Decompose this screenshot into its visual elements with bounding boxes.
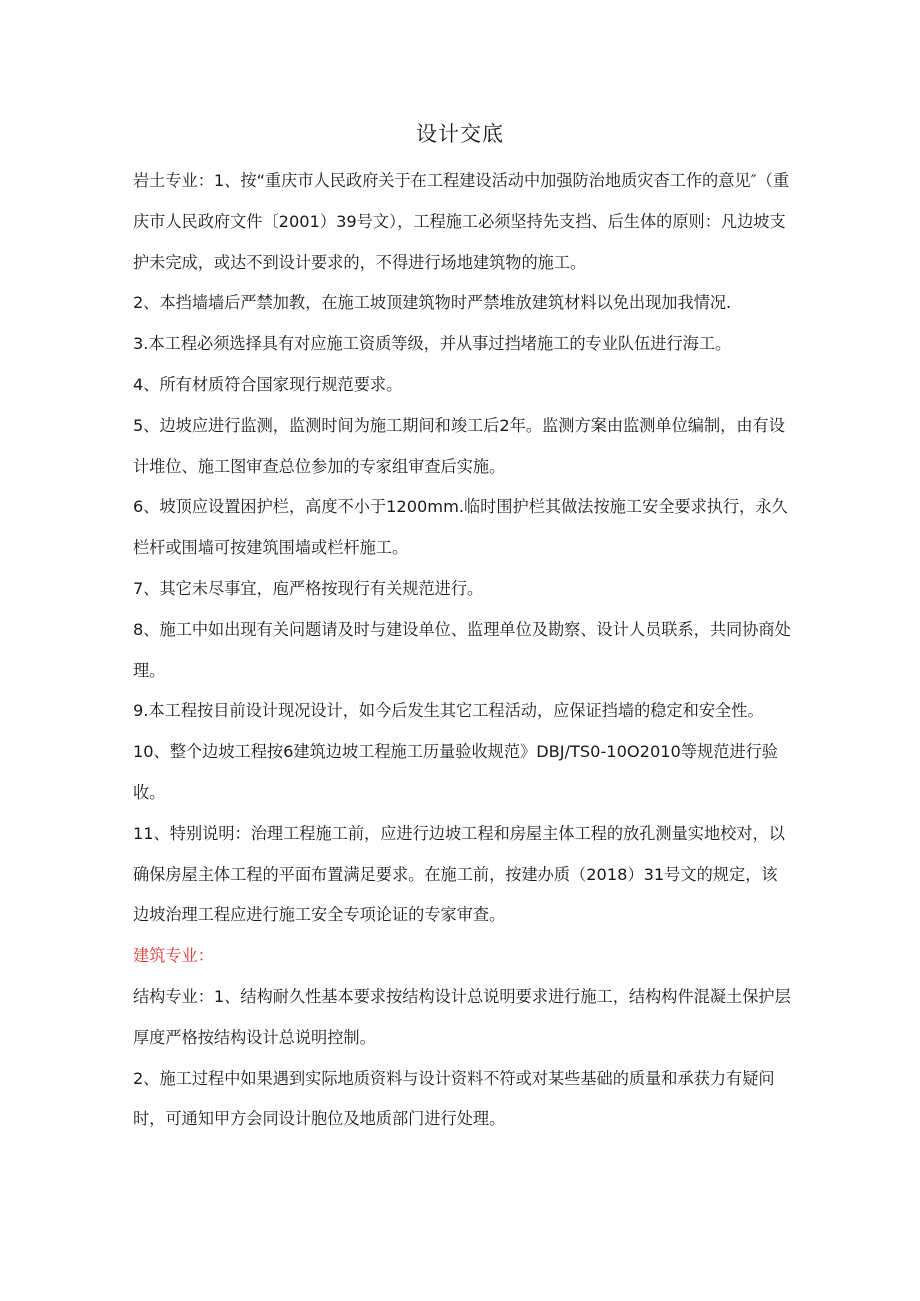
document-body	[133, 161, 793, 1140]
paragraph-architecture-heading: 建筑专业：	[133, 946, 214, 966]
paragraph-geotechnical-9: 9.本工程按目前设计现况设计，如今后发生其它工程活动，应保证挡墙的稳定和安全性。	[133, 701, 764, 721]
paragraph-geotechnical-6: 6、坡顶应设置困护栏，高度不小于1200mm.临时围护栏其做法按施工安全要求执行，永久栏杆或围墙可按建筑围墙或栏杆施工。	[133, 497, 788, 558]
document-title: 设计交底	[416, 122, 504, 146]
paragraph-geotechnical-4: 4、所有材质符合国家现行规范要求。	[133, 374, 403, 394]
paragraph-geotechnical-5: 5、边坡应进行监测，监测时间为施工期间和竣工后2年。监测方案由监测单位编制，由有设计堆位、施工图审查总位参加的专家组审查后实施。	[133, 415, 785, 476]
paragraph-geotechnical-1: 岩土专业：1、按“重庆市人民政府关于在工程建设活动中加强防治地质灾杳工作的意见″（重庆市人民政府文件〔2001）39号文），工程施工必须坚持先支挡、后生体的原则：凡边坡支护未完成，或达不到设计要求的，不得进行场地建筑物的施工。	[133, 171, 790, 272]
paragraph-structure-2: 2、施工过程中如果遇到实际地质资料与设计资料不符或对某些基础的质量和承获力有疑问时，可通知甲方会同设计胞位及地质部门进行处理。	[133, 1068, 775, 1129]
paragraph-geotechnical-2: 2、本挡墙墙后严禁加教，在施工坡顶建筑物时严禁堆放建筑材料以免出现加我情况.	[133, 293, 732, 313]
paragraph-geotechnical-11: 11、特别说明：治理工程施工前，应进行边坡工程和房屋主体工程的放孔测量实地校对，以确保房屋主体工程的平面布置满足要求。在施工前，按建办质（2018）31号文的规定，该边坡治理工程应进行施工安全专项论证的专家审查。	[133, 823, 785, 925]
paragraph-structure-1: 结构专业：1、结构耐久性基本要求按结构设计总说明要求进行施工，结构构件混凝土保护层厚度严格按结构设计总说明控制。	[133, 986, 791, 1047]
paragraph-geotechnical-10: 10、整个边坡工程按6建筑边坡工程施工历量验收规范》DBJ/TS0-10O2010等规范进行验收。	[133, 742, 778, 802]
paragraph-geotechnical-3: 3.本工程必须选择具有对应施工资质等级，并从事过挡堵施工的专业队伍进行海工。	[133, 334, 732, 354]
paragraph-geotechnical-8: 8、施工中如出现有关问题请及时与建设单位、监理单位及勘察、设计人员联系，共同协商处理。	[133, 619, 791, 680]
paragraph-geotechnical-7: 7、其它未尽事宜，庖严格按现行有关规范进行。	[133, 578, 484, 598]
